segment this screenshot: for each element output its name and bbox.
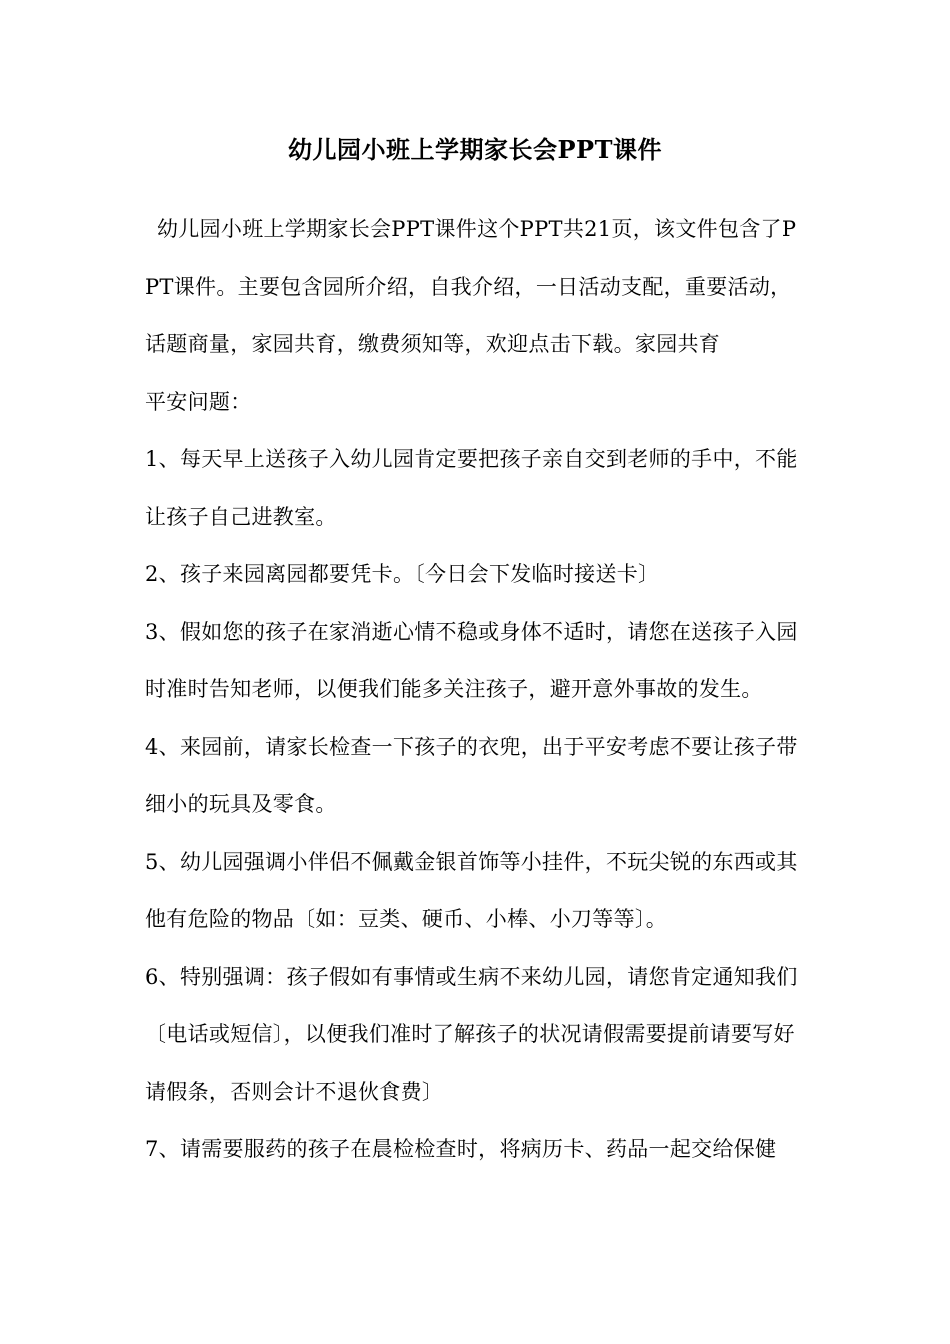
list-item-7: 7、请需要服药的孩子在晨检检查时，将病历卡、药品一起交给保健 bbox=[145, 1137, 777, 1161]
list-item-2: 2、孩子来园离园都要凭卡。〔今日会下发临时接送卡〕 bbox=[145, 562, 660, 586]
list-item-1: 1、每天早上送孩子入幼儿园肯定要把孩子亲自交到老师的手中，不能让孩子自己进教室。 bbox=[145, 447, 798, 529]
intro-paragraph: 幼儿园小班上学期家长会PPT课件这个PPT共21页，该文件包含了PPT课件。主要包含园所介绍，自我介绍，一日活动支配，重要活动，话题商量，家园共育，缴费须知等，欢迎点击下载。家园共育 bbox=[145, 217, 797, 356]
list-item-4: 4、来园前，请家长检查一下孩子的衣兜，出于平安考虑不要让孩子带细小的玩具及零食。 bbox=[145, 734, 798, 816]
document-body bbox=[145, 201, 810, 1179]
document-title: 幼儿园小班上学期家长会PPT课件 bbox=[288, 135, 662, 164]
list-item-6: 6、特别强调：孩子假如有事情或生病不来幼儿园，请您肯定通知我们〔电话或短信〕，以便我们准时了解孩子的状况请假需要提前请要写好请假条，否则会计不退伙食费〕 bbox=[145, 964, 798, 1104]
section-heading-safety: 平安问题： bbox=[145, 389, 252, 414]
list-item-5: 5、幼儿园强调小伴侣不佩戴金银首饰等小挂件，不玩尖锐的东西或其他有危险的物品〔如：豆类、硬币、小棒、小刀等等〕。 bbox=[145, 849, 798, 931]
list-item-3: 3、假如您的孩子在家消逝心情不稳或身体不适时，请您在送孩子入园时准时告知老师，以便我们能多关注孩子，避开意外事故的发生。 bbox=[145, 619, 798, 701]
